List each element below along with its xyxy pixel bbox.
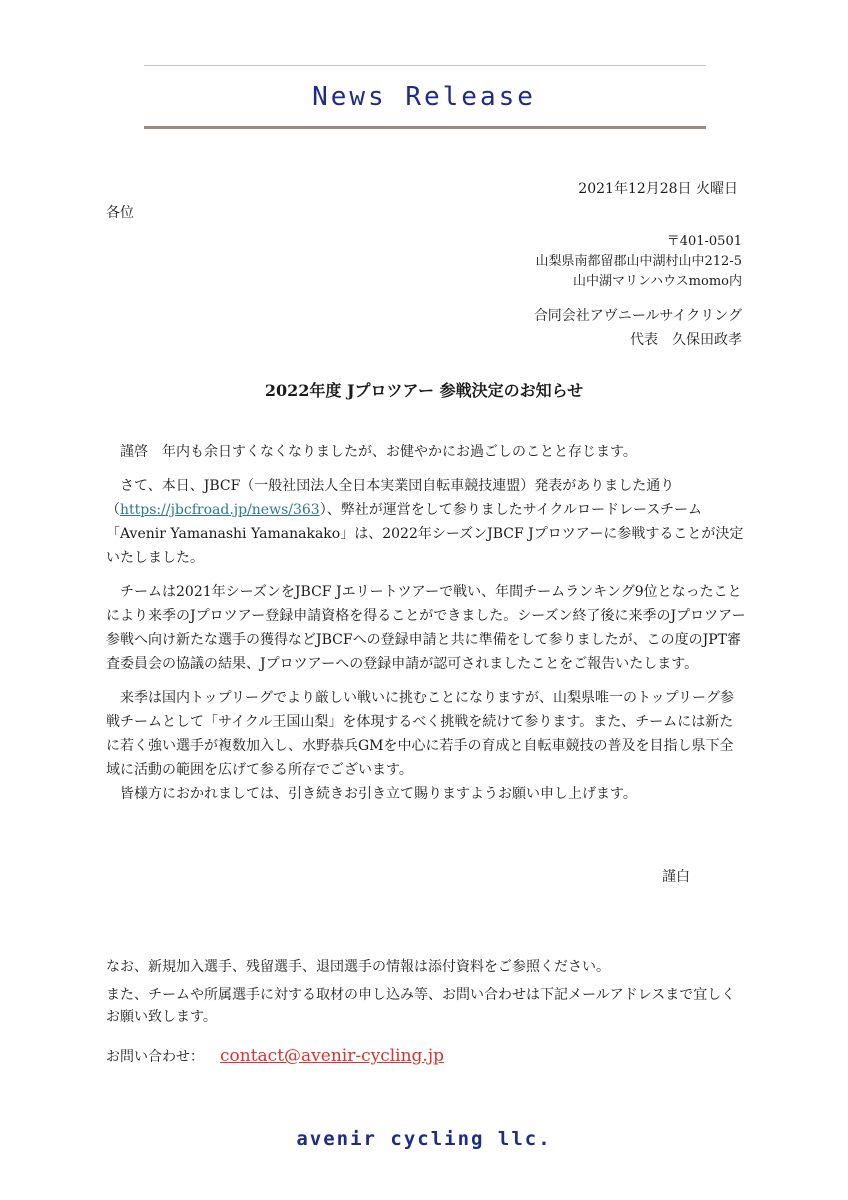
postal-code: 〒401-0501 (666, 234, 742, 249)
paragraph-outlook: 来季は国内トップリーグでより厳しい戦いに挑むことになりますが、山梨県唯一のトップリーグ参戦チームとして「サイクル王国山梨」を体現するべく挑戦を続けて参ります。また、チームには新たに若く強い選手が複数加入し、水野恭兵GMを中心に若手の育成と自転車競技の普及を目指し県下全域に活動の範囲を広げて参る所存でございます。 (106, 690, 735, 778)
paragraph-announcement (106, 474, 746, 570)
paragraph-thanks: 皆様方におかれましては、引き続きお引き立て賜りますようお願い申し上げます。 (120, 786, 637, 802)
release-date: 2021年12月28日 火曜日 (578, 181, 738, 197)
jbcf-news-link[interactable]: https://jbcfroad.jp/news/363 (120, 502, 320, 518)
document-body (106, 440, 746, 816)
contact-label: お問い合わせ： (106, 1049, 204, 1065)
address-line-1: 山梨県南都留郡山中湖村山中212-5 (535, 254, 742, 269)
header-title: News Release (312, 82, 536, 112)
sender-block (534, 232, 742, 352)
contact-email-link[interactable]: contact@avenir-cycling.jp (220, 1046, 444, 1066)
paragraph-announcement-text-1: さて、本日、JBCF（一般社団法人全日本実業団自転車競技連盟）発表がありました通り（ (106, 478, 675, 518)
document-title: 2022年度 Jプロツアー 参戦決定のお知らせ (264, 381, 584, 400)
company-name: 合同会社アヴニールサイクリング (533, 308, 742, 324)
note-inquiries: また、チームや所属選手に対する取材の申し込み等、お問い合わせは下記メールアドレスまで宜しくお願い致します。 (106, 987, 736, 1025)
notes-block (106, 956, 746, 1028)
representative: 代表 久保田政孝 (630, 332, 742, 348)
footer-brand-logo: avenir cycling llc. (296, 1128, 552, 1150)
header-top-rule (144, 65, 706, 66)
salutation: 各位 (106, 205, 134, 221)
closing-word: 謹白 (662, 869, 690, 885)
header-bottom-rule (144, 126, 706, 129)
paragraph-announcement-text-2: ）、弊社が運営をして参りましたサイクルロードレースチーム「Avenir Yamanashi Yamanakako」は、2022年シーズンJBCF Jプロツアーに参戦することが決定いたしました。 (106, 502, 744, 566)
note-attachments: なお、新規加入選手、残留選手、退団選手の情報は添付資料をご参照ください。 (106, 959, 610, 975)
contact-block (106, 1046, 444, 1066)
address-line-2: 山中湖マリンハウスmomo内 (572, 274, 742, 289)
paragraph-qualification: チームは2021年シーズンをJBCF Jエリートツアーで戦い、年間チームランキング9位となったことにより来季のJプロツアー登録申請資格を得ることができました。シーズン終了後に来季のJプロツアー参戦へ向け新たな選手の獲得などJBCFへの登録申請と共に準備をして参りましたが、この度のJPT審査委員会の協議の結果、Jプロツアーへの登録申請が認可されましたことをご報告いたします。 (106, 584, 746, 672)
paragraph-greeting: 謹啓 年内も余日すくなくなりましたが、お健やかにお過ごしのことと存じます。 (120, 444, 637, 460)
